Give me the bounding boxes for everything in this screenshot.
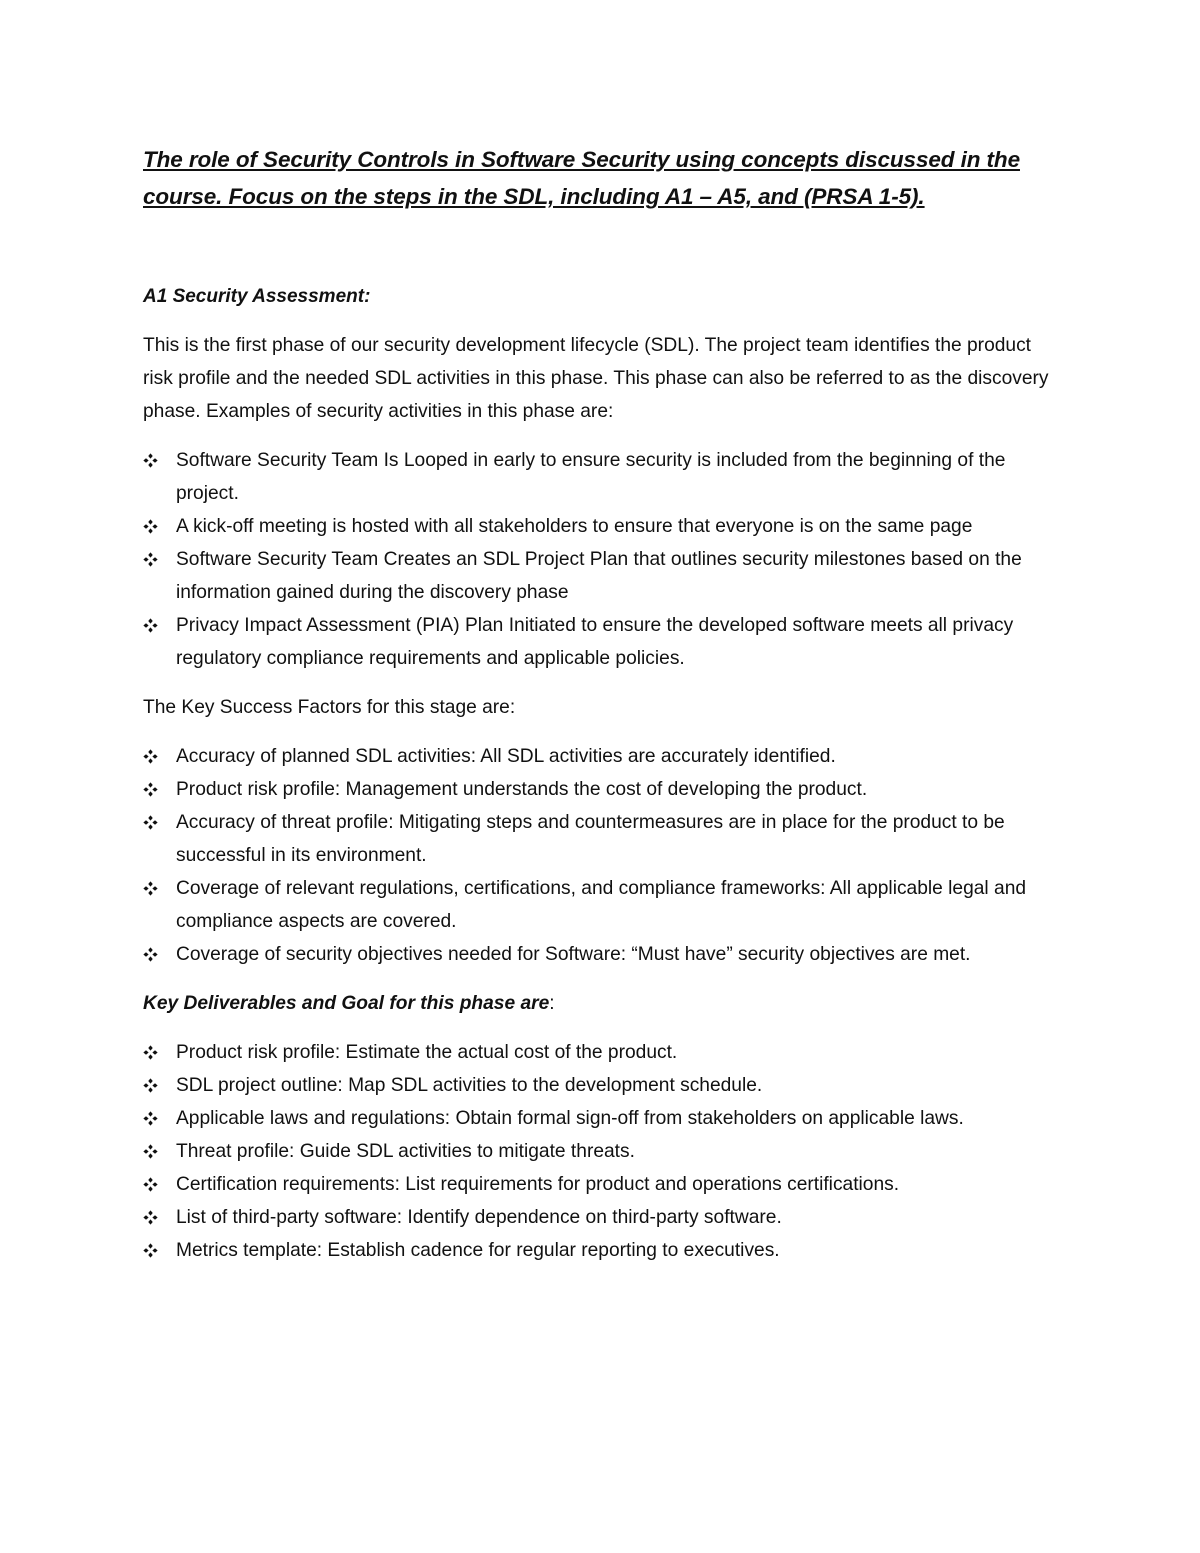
list-item bbox=[143, 806, 1058, 872]
four-diamond-bullet-icon bbox=[143, 1201, 163, 1234]
list-item bbox=[143, 609, 1058, 675]
list-item-text: Threat profile: Guide SDL activities to mitigate threats. bbox=[176, 1141, 635, 1162]
list-item-text: SDL project outline: Map SDL activities to the development schedule. bbox=[176, 1075, 763, 1096]
four-diamond-bullet-icon bbox=[143, 1069, 163, 1102]
list-item bbox=[143, 543, 1058, 609]
intro-paragraph: This is the first phase of our security development lifecycle (SDL). The project team identifies the product risk profile and the needed SDL activities in this phase. This phase can also be referred to as the discovery phase. Examples of security activities in this phase are: bbox=[143, 335, 1049, 422]
list-item-text: Coverage of relevant regulations, certifications, and compliance frameworks: All applicable legal and compliance aspects are covered. bbox=[176, 878, 1027, 932]
list-item-text: Privacy Impact Assessment (PIA) Plan Initiated to ensure the developed software meets all privacy regulatory compliance requirements and applicable policies. bbox=[176, 615, 1014, 669]
four-diamond-bullet-icon bbox=[143, 773, 163, 806]
list-item bbox=[143, 1102, 1058, 1135]
four-diamond-bullet-icon bbox=[143, 1036, 163, 1069]
four-diamond-bullet-icon bbox=[143, 740, 163, 773]
list-item-text: Product risk profile: Estimate the actual cost of the product. bbox=[176, 1042, 678, 1063]
list-item bbox=[143, 1135, 1058, 1168]
spacer bbox=[143, 1020, 1058, 1036]
list-item-text: Coverage of security objectives needed for Software: “Must have” security objectives are met. bbox=[176, 944, 971, 965]
list-item bbox=[143, 1168, 1058, 1201]
four-diamond-bullet-icon bbox=[143, 1168, 163, 1201]
deliverables-heading-text: Key Deliverables and Goal for this phase are bbox=[143, 993, 550, 1014]
spacer bbox=[143, 724, 1058, 740]
four-diamond-bullet-icon bbox=[143, 1135, 163, 1168]
four-diamond-bullet-icon bbox=[143, 543, 163, 576]
list-item-text: Certification requirements: List requirements for product and operations certifications. bbox=[176, 1174, 900, 1195]
list-item-text: Accuracy of planned SDL activities: All SDL activities are accurately identified. bbox=[176, 746, 836, 767]
list-item-text: Software Security Team Is Looped in early to ensure security is included from the beginning of the project. bbox=[176, 450, 1006, 504]
list-item bbox=[143, 740, 1058, 773]
deliverables-list bbox=[143, 1036, 1058, 1267]
success-factors-heading: The Key Success Factors for this stage are: bbox=[143, 697, 516, 718]
list-item bbox=[143, 938, 1058, 971]
four-diamond-bullet-icon bbox=[143, 872, 163, 905]
four-diamond-bullet-icon bbox=[143, 1234, 163, 1267]
list-item bbox=[143, 1036, 1058, 1069]
success-factors-list bbox=[143, 740, 1058, 971]
deliverables-heading bbox=[143, 987, 1058, 1020]
document-body bbox=[143, 141, 1058, 1267]
spacer bbox=[143, 675, 1058, 691]
four-diamond-bullet-icon bbox=[143, 1102, 163, 1135]
four-diamond-bullet-icon bbox=[143, 806, 163, 839]
document-title: The role of Security Controls in Software Security using concepts discussed in the course. Focus on the steps in the SDL, including A1 – A5, and (PRSA 1-5). bbox=[143, 147, 1020, 209]
activities-list bbox=[143, 444, 1058, 675]
spacer bbox=[143, 428, 1058, 444]
spacer bbox=[143, 215, 1058, 281]
list-item bbox=[143, 773, 1058, 806]
list-item bbox=[143, 444, 1058, 510]
list-item-text: Accuracy of threat profile: Mitigating steps and countermeasures are in place for the product to be successful in its environment. bbox=[176, 812, 1005, 866]
four-diamond-bullet-icon bbox=[143, 938, 163, 971]
list-item-text: List of third-party software: Identify dependence on third-party software. bbox=[176, 1207, 782, 1228]
list-item-text: Metrics template: Establish cadence for regular reporting to executives. bbox=[176, 1240, 780, 1261]
spacer bbox=[143, 971, 1058, 987]
list-item-text: Product risk profile: Management understands the cost of developing the product. bbox=[176, 779, 868, 800]
list-item-text: A kick-off meeting is hosted with all stakeholders to ensure that everyone is on the same page bbox=[176, 516, 973, 537]
list-item bbox=[143, 510, 1058, 543]
four-diamond-bullet-icon bbox=[143, 510, 163, 543]
list-item bbox=[143, 872, 1058, 938]
list-item bbox=[143, 1234, 1058, 1267]
four-diamond-bullet-icon bbox=[143, 444, 163, 477]
list-item-text: Software Security Team Creates an SDL Project Plan that outlines security milestones based on the information gained during the discovery phase bbox=[176, 549, 1022, 603]
list-item bbox=[143, 1069, 1058, 1102]
four-diamond-bullet-icon bbox=[143, 609, 163, 642]
list-item bbox=[143, 1201, 1058, 1234]
deliverables-heading-colon: : bbox=[549, 993, 555, 1014]
list-item-text: Applicable laws and regulations: Obtain formal sign-off from stakeholders on applicable laws. bbox=[176, 1108, 964, 1129]
spacer bbox=[143, 313, 1058, 329]
section-heading-a1: A1 Security Assessment: bbox=[143, 286, 371, 307]
